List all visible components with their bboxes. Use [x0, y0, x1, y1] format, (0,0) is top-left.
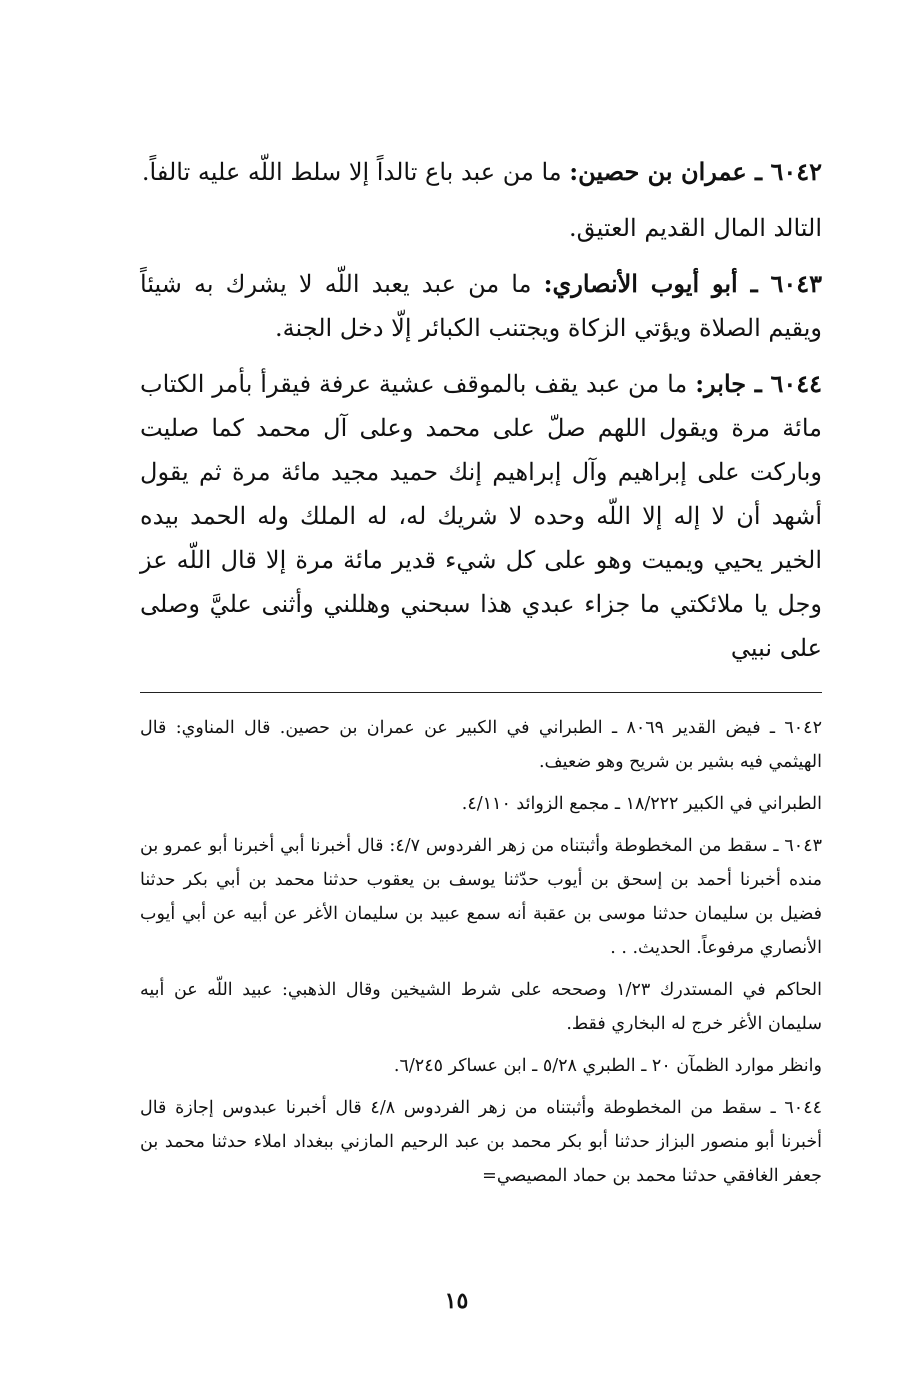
- hadith-6044: [140, 362, 822, 670]
- gloss-6042: التالد المال القديم العتيق.: [569, 214, 822, 242]
- hadith-6044-text: ما من عبد يقف بالموقف عشية عرفة فيقرأ بأمر الكتاب مائة مرة ويقول اللهم صلّ على محمد وعلى آل محمد كما صليت وباركت على إبراهيم وآل إبراهيم إنك حميد مجيد مائة مرة ثم يقول أشهد أن لا إله إلا اللّه وحده لا شريك له، له الملك وله الحمد بيده الخير يحيي ويميت وهو على كل شيء قدير مائة مرة إلا قال اللّه عز وجل يا ملائكتي ما جزاء عبدي هذا سبحني وهللني وأثنى عليَّ وصلى على نبيي: [140, 370, 822, 662]
- hadith-6044-lead: ٦٠٤٤ ـ جابر:: [695, 369, 823, 398]
- page-body: [140, 150, 822, 1193]
- hadith-6043-text: ما من عبد يعبد اللّه لا يشرك به شيئاً ويقيم الصلاة ويؤتي الزكاة ويجتنب الكبائر إلّا دخل الجنة.: [140, 270, 822, 342]
- hadith-6043: [140, 262, 822, 350]
- page-number: ١٥: [444, 1288, 469, 1314]
- footnote: ٦٠٤٤ ـ سقط من المخطوطة وأثبتناه من زهر الفردوس ٤/٨ قال أخبرنا عبدوس إجازة قال أخبرنا أبو منصور البزاز حدثنا أبو بكر محمد بن عبد الرحيم المازني ببغداد املاء حدثنا محمد بن جعفر الغافقي حدثنا محمد بن حماد المصيصي=: [140, 1098, 823, 1186]
- footnote: الحاكم في المستدرك ١/٢٣ وصححه على شرط الشيخين وقال الذهبي: عبيد اللّه عن أبيه سليمان الأغر خرج له البخاري فقط.: [140, 980, 822, 1034]
- footnote: ٦٠٤٣ ـ سقط من المخطوطة وأثبتناه من زهر الفردوس ٤/٧: قال أخبرنا أبي أخبرنا أبو عمرو بن منده أخبرنا أحمد بن إسحق بن أيوب حدّثنا يوسف بن يعقوب حدثنا محمد بن أبي بكر حدثنا فضيل بن سليمان حدثنا موسى بن عقبة أنه سمع عبيد بن سليمان الأغر عن أبيه عن أبي أيوب الأنصاري مرفوعاً. الحديث. . .: [140, 836, 822, 958]
- main-text: [140, 150, 822, 670]
- hadith-6042-text: ما من عبد باع تالداً إلا سلط اللّه عليه تالفاً.: [141, 158, 570, 186]
- footnote-divider: [140, 692, 822, 693]
- footnote: ٦٠٤٢ ـ فيض القدير ٨٠٦٩ ـ الطبراني في الكبير عن عمران بن حصين. قال المناوي: قال الهيثمي فيه بشير بن شريح وهو ضعيف.: [140, 718, 822, 772]
- footnote: وانظر موارد الظمآن ٢٠ ـ الطبري ٥/٢٨ ـ ابن عساكر ٦/٢٤٥.: [393, 1056, 822, 1076]
- hadith-6042: [140, 150, 822, 194]
- hadith-6043-lead: ٦٠٤٣ ـ أبو أيوب الأنصاري:: [543, 269, 822, 298]
- footnotes: [140, 711, 822, 1193]
- hadith-6042-lead: ٦٠٤٢ ـ عمران بن حصين:: [569, 157, 822, 186]
- footnote: الطبراني في الكبير ١٨/٢٢٢ ـ مجمع الزوائد ٤/١١٠.: [461, 794, 822, 814]
